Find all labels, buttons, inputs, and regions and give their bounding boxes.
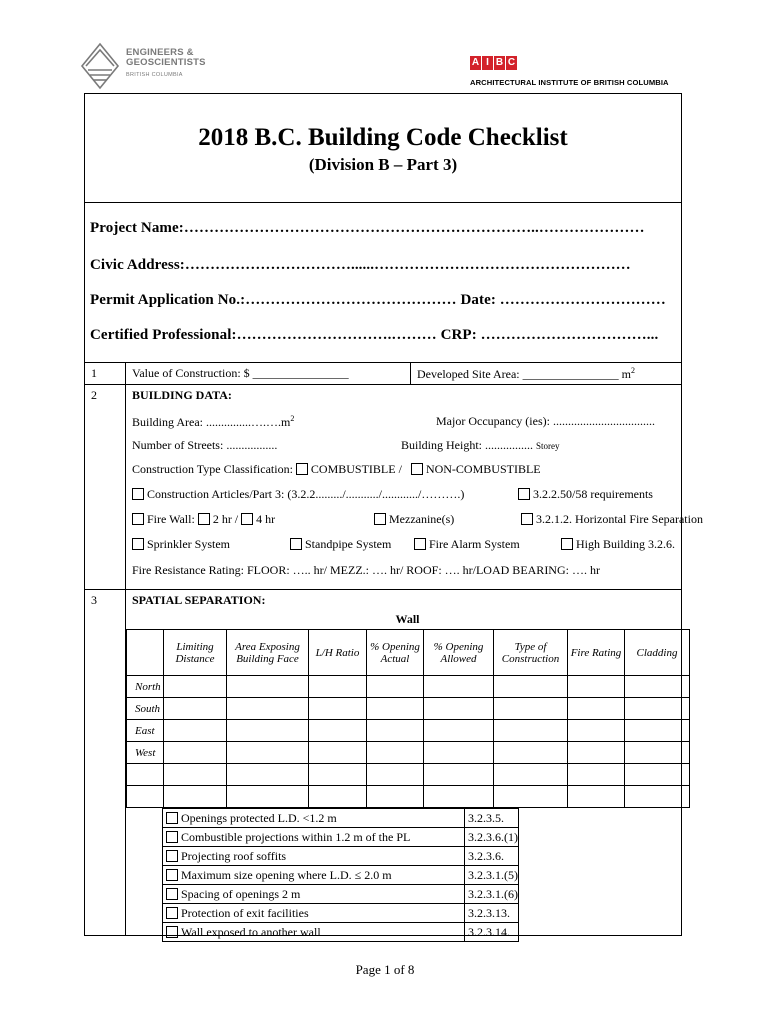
page-title: 2018 B.C. Building Code Checklist (198, 124, 568, 151)
sprinkler-row (132, 537, 230, 552)
table-row (127, 764, 690, 786)
opening-label: Protection of exit facilities (181, 905, 309, 920)
site-area-label: Developed Site Area: ________________ m (417, 367, 631, 381)
opening-checkbox[interactable] (166, 869, 178, 881)
opening-ref: 3.2.3.5. (465, 809, 519, 828)
table-row (127, 676, 690, 698)
permit-application-field[interactable]: Permit Application No.:…………………………………… Date: …………………………… (90, 292, 666, 308)
construction-articles-label: Construction Articles/Part 3: (3.2.2........./.........../............/……….) (147, 487, 465, 501)
high-building-label: High Building 3.2.6. (576, 537, 676, 551)
opening-item[interactable] (163, 809, 465, 828)
aibc-letter: A (471, 57, 480, 68)
page-number: Page 1 of 8 (355, 962, 415, 977)
direction-label: West (127, 742, 164, 764)
storey-label: Storey (536, 441, 560, 451)
row-number: 1 (85, 363, 126, 385)
opening-checkbox[interactable] (166, 888, 178, 900)
building-area-field[interactable] (132, 414, 294, 430)
spatial-separation-heading: SPATIAL SEPARATION: (132, 593, 266, 607)
col-limiting-distance: Limiting Distance (164, 630, 227, 676)
openings-table (162, 808, 519, 942)
high-building-row (561, 537, 675, 552)
building-height-label: Building Height: ................ (401, 438, 533, 452)
sprinkler-checkbox[interactable] (132, 538, 144, 550)
fire-alarm-label: Fire Alarm System (429, 537, 520, 551)
standpipe-checkbox[interactable] (290, 538, 302, 550)
number-of-streets-field[interactable]: Number of Streets: ................. (132, 438, 278, 452)
non-combustible-checkbox[interactable] (411, 463, 423, 475)
four-hr-label: 4 hr (256, 512, 276, 526)
two-hr-checkbox[interactable] (198, 513, 210, 525)
fire-wall-row (132, 512, 275, 527)
developed-site-area[interactable] (411, 363, 682, 385)
opening-item[interactable] (163, 828, 465, 847)
page-subtitle: (Division B – Part 3) (308, 155, 458, 174)
table-row (127, 720, 690, 742)
egbc-logo (80, 42, 240, 90)
egbc-line2: GEOSCIENTISTS (126, 57, 206, 68)
table-row (127, 742, 690, 764)
opening-item[interactable] (163, 866, 465, 885)
col-type-construction: Type of Construction (494, 630, 568, 676)
horizontal-fire-checkbox[interactable] (521, 513, 533, 525)
opening-ref: 3.2.3.6.(1) (465, 828, 519, 847)
building-data-section (126, 385, 703, 590)
aibc-letter: B (495, 57, 504, 68)
row-number: 2 (85, 385, 126, 590)
opening-ref: 3.2.3.1.(6) (465, 885, 519, 904)
col-lh-ratio: L/H Ratio (309, 630, 367, 676)
col-area-exposing: Area Exposing Building Face (227, 630, 309, 676)
spatial-separation-section (126, 590, 682, 939)
opening-checkbox[interactable] (166, 926, 178, 938)
direction-label: North (127, 676, 164, 698)
aibc-name: ARCHITECTURAL INSTITUTE OF BRITISH COLUMBIA (470, 78, 669, 87)
opening-ref: 3.2.3.13. (465, 904, 519, 923)
combustible-checkbox[interactable] (296, 463, 308, 475)
construction-type-row (132, 462, 541, 477)
opening-ref: 3.2.3.14. (465, 923, 519, 942)
req-3225058-label: 3.2.2.50/58 requirements (533, 487, 653, 501)
building-height-field[interactable] (401, 438, 560, 453)
corner-cell (127, 630, 164, 676)
col-cladding: Cladding (625, 630, 690, 676)
list-item (163, 847, 519, 866)
opening-label: Spacing of openings 2 m (181, 886, 301, 901)
major-occupancy-field[interactable]: Major Occupancy (ies): .................................. (436, 414, 655, 428)
standpipe-row (290, 537, 391, 552)
mezzanine-label: Mezzanine(s) (389, 512, 455, 526)
sprinkler-label: Sprinkler System (147, 537, 230, 551)
list-item (163, 885, 519, 904)
opening-item[interactable] (163, 847, 465, 866)
four-hr-checkbox[interactable] (241, 513, 253, 525)
list-item (163, 923, 519, 942)
aibc-logo (470, 52, 690, 92)
opening-item[interactable] (163, 885, 465, 904)
checklist-table (84, 362, 703, 939)
horizontal-fire-row (521, 512, 703, 527)
egbc-line1: ENGINEERS & (126, 47, 194, 58)
fire-wall-label: Fire Wall: (147, 512, 195, 526)
value-of-construction[interactable] (126, 363, 411, 385)
direction-label (127, 764, 164, 786)
direction-label (127, 786, 164, 808)
aibc-letter: I (482, 56, 493, 70)
egbc-mark-icon (80, 42, 120, 90)
fire-resistance-rating[interactable]: Fire Resistance Rating: FLOOR: ….. hr/ MEZZ.: …. hr/ ROOF: …. hr/LOAD BEARING: …. hr (132, 563, 600, 577)
direction-label: East (127, 720, 164, 742)
req-3225058-row (518, 487, 653, 502)
opening-checkbox[interactable] (166, 907, 178, 919)
construction-type-label: Construction Type Classification: (132, 462, 293, 476)
civic-address-field[interactable]: Civic Address:……………………………......…………………………………………… (90, 257, 631, 273)
fire-wall-checkbox[interactable] (132, 513, 144, 525)
egbc-line3: BRITISH COLUMBIA (126, 72, 183, 78)
construction-articles-checkbox[interactable] (132, 488, 144, 500)
col-opening-actual: % Opening Actual (367, 630, 424, 676)
fire-alarm-row (414, 537, 520, 552)
list-item (163, 904, 519, 923)
opening-checkbox[interactable] (166, 831, 178, 843)
title-divider (84, 202, 682, 203)
list-item (163, 809, 519, 828)
opening-ref: 3.2.3.6. (465, 847, 519, 866)
opening-ref: 3.2.3.1.(5) (465, 866, 519, 885)
building-data-heading: BUILDING DATA: (132, 388, 232, 402)
high-building-checkbox[interactable] (561, 538, 573, 550)
row-number: 3 (85, 590, 126, 936)
col-fire-rating: Fire Rating (568, 630, 625, 676)
opening-label: Openings protected L.D. <1.2 m (181, 810, 337, 825)
superscript: 2 (630, 366, 635, 375)
opening-label: Combustible projections within 1.2 m of the PL (181, 829, 411, 844)
opening-item[interactable] (163, 904, 465, 923)
mezzanine-checkbox[interactable] (374, 513, 386, 525)
building-area-label: Building Area: ...............….….m (132, 415, 291, 429)
opening-checkbox[interactable] (166, 812, 178, 824)
opening-label: Projecting roof soffits (181, 848, 287, 863)
table-row (127, 698, 690, 720)
list-item (163, 866, 519, 885)
non-combustible-label: NON-COMBUSTIBLE (425, 462, 541, 476)
horizontal-fire-label: 3.2.1.2. Horizontal Fire Separation (536, 512, 703, 526)
wall-table (126, 629, 690, 808)
superscript: 2 (290, 414, 295, 423)
direction-label: South (127, 698, 164, 720)
certified-professional-field[interactable]: Certified Professional:………………………….……… CRP: ……………………………... (90, 327, 659, 343)
combustible-label: COMBUSTIBLE / (310, 462, 402, 476)
list-item (163, 828, 519, 847)
opening-item[interactable] (163, 923, 465, 942)
project-name-field[interactable]: Project Name:……………………………………………………………..………………… (90, 220, 645, 236)
fire-alarm-checkbox[interactable] (414, 538, 426, 550)
table-row (127, 786, 690, 808)
standpipe-label: Standpipe System (305, 537, 392, 551)
col-opening-allowed: % Opening Allowed (424, 630, 494, 676)
two-hr-label: 2 hr / (212, 512, 239, 526)
aibc-letter: C (507, 57, 516, 68)
construction-articles-row (132, 487, 464, 502)
mezzanine-row (374, 512, 454, 527)
opening-label: Wall exposed to another wall (181, 924, 321, 939)
value-of-construction-label: Value of Construction: $ ________________ (132, 366, 349, 380)
opening-label: Maximum size opening where L.D. ≤ 2.0 m (181, 867, 392, 882)
req-3225058-checkbox[interactable] (518, 488, 530, 500)
opening-checkbox[interactable] (166, 850, 178, 862)
wall-label: Wall (395, 612, 420, 626)
